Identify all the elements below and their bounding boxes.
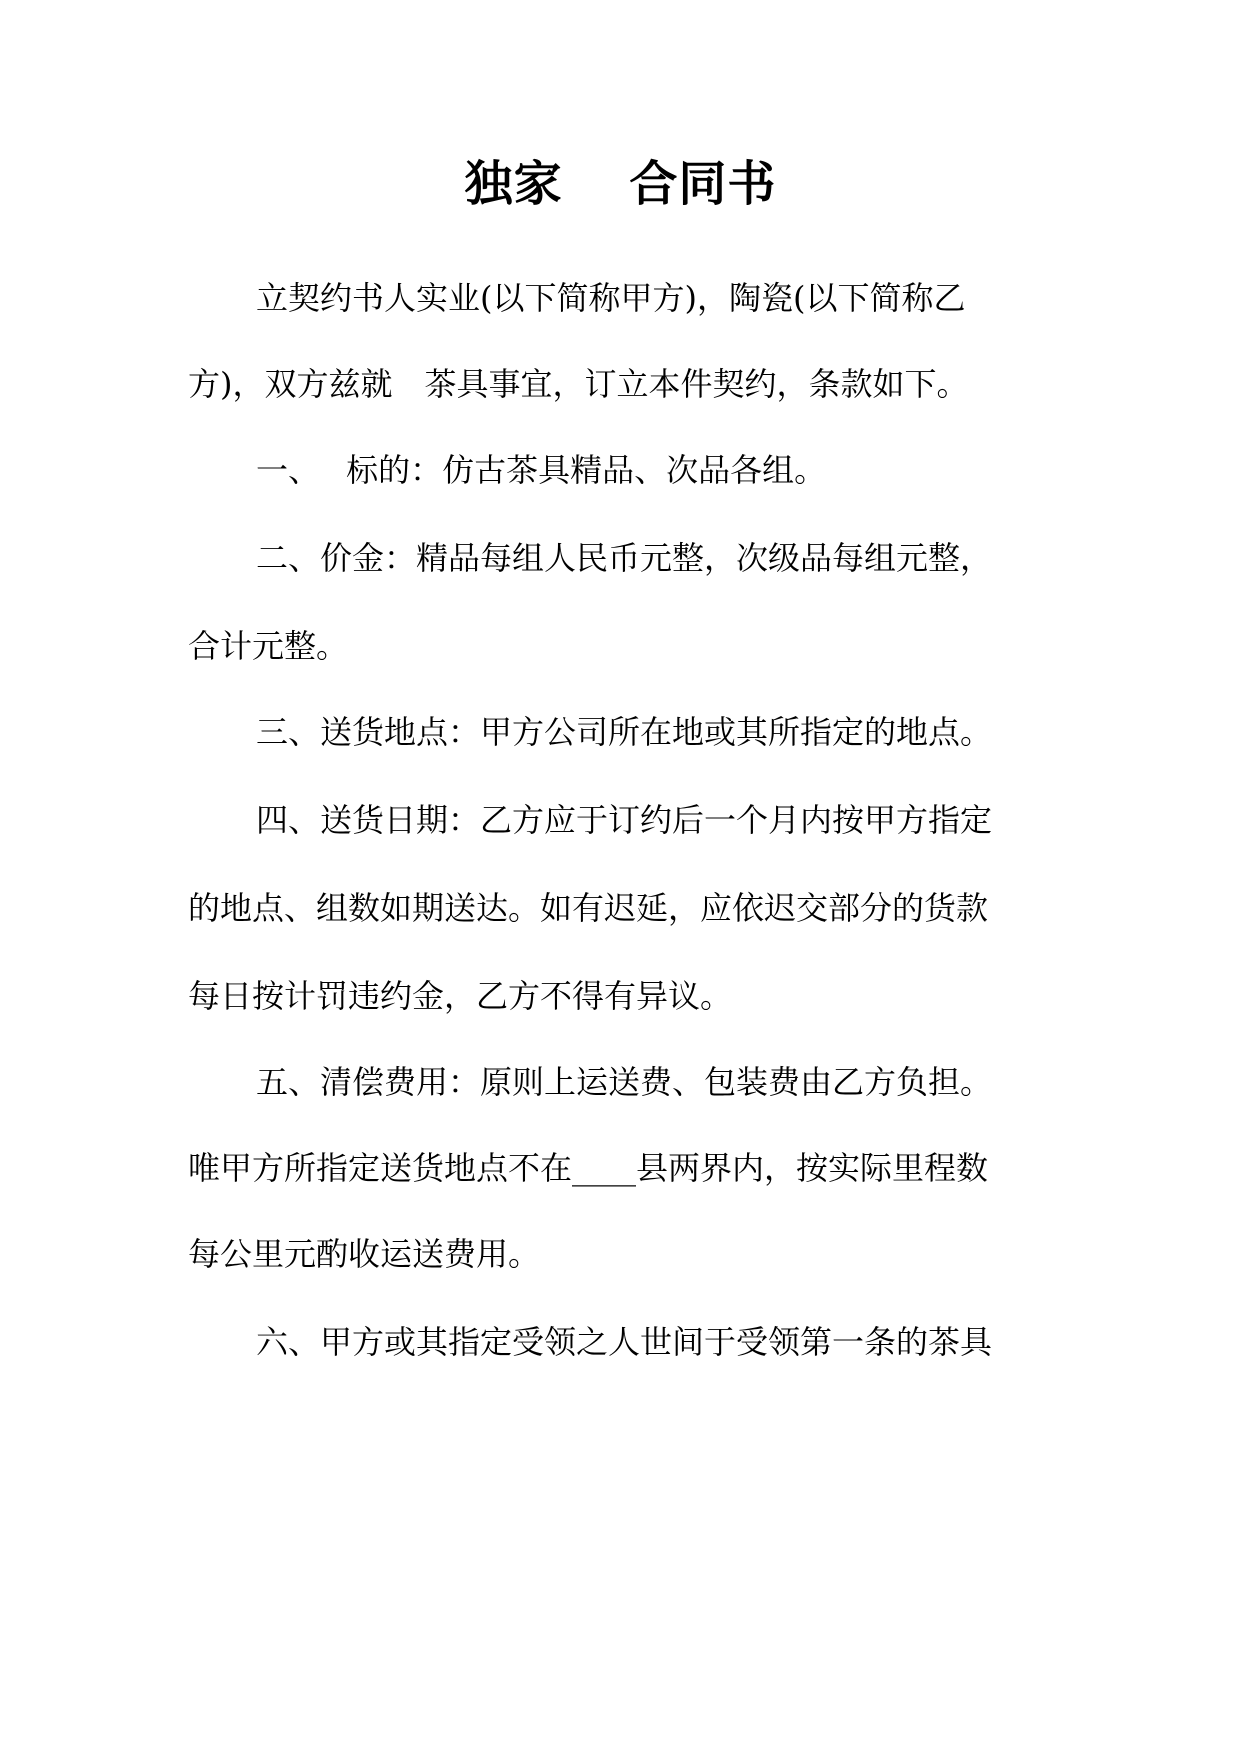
- clause-1-subject: 一、 标的：仿古茶具精品、次品各组。: [256, 451, 827, 489]
- clause-4-delivery-date-line-1: 四、送货日期：乙方应于订约后一个月内按甲方指定: [256, 801, 993, 839]
- clause-4-delivery-date-line-2: 的地点、组数如期送达。如有迟延，应依迟交部分的货款: [188, 889, 989, 927]
- clause-2-price-line-1: 二、价金：精品每组人民币元整，次级品每组元整，: [256, 539, 993, 577]
- clause-5-costs-line-2: 唯甲方所指定送货地点不在____县两界内，按实际里程数: [188, 1149, 989, 1187]
- clause-5-costs-line-1: 五、清偿费用：原则上运送费、包装费由乙方负担。: [256, 1063, 993, 1101]
- paragraph-intro-line-2: 方)，双方兹就 茶具事宜，订立本件契约，条款如下。: [188, 365, 969, 403]
- clause-4-delivery-date-line-3: 每日按计罚违约金，乙方不得有异议。: [188, 977, 733, 1015]
- clause-6-acceptance-line-1: 六、甲方或其指定受领之人世间于受领第一条的茶具: [256, 1323, 993, 1361]
- clause-3-delivery-location: 三、送货地点：甲方公司所在地或其所指定的地点。: [256, 713, 993, 751]
- clause-2-price-line-2: 合计元整。: [188, 627, 349, 665]
- paragraph-intro-line-1: 立契约书人实业(以下简称甲方)，陶瓷(以下简称乙: [256, 279, 966, 317]
- document-title: 独家 合同书: [464, 156, 777, 212]
- clause-5-costs-line-3: 每公里元酌收运送费用。: [188, 1235, 541, 1273]
